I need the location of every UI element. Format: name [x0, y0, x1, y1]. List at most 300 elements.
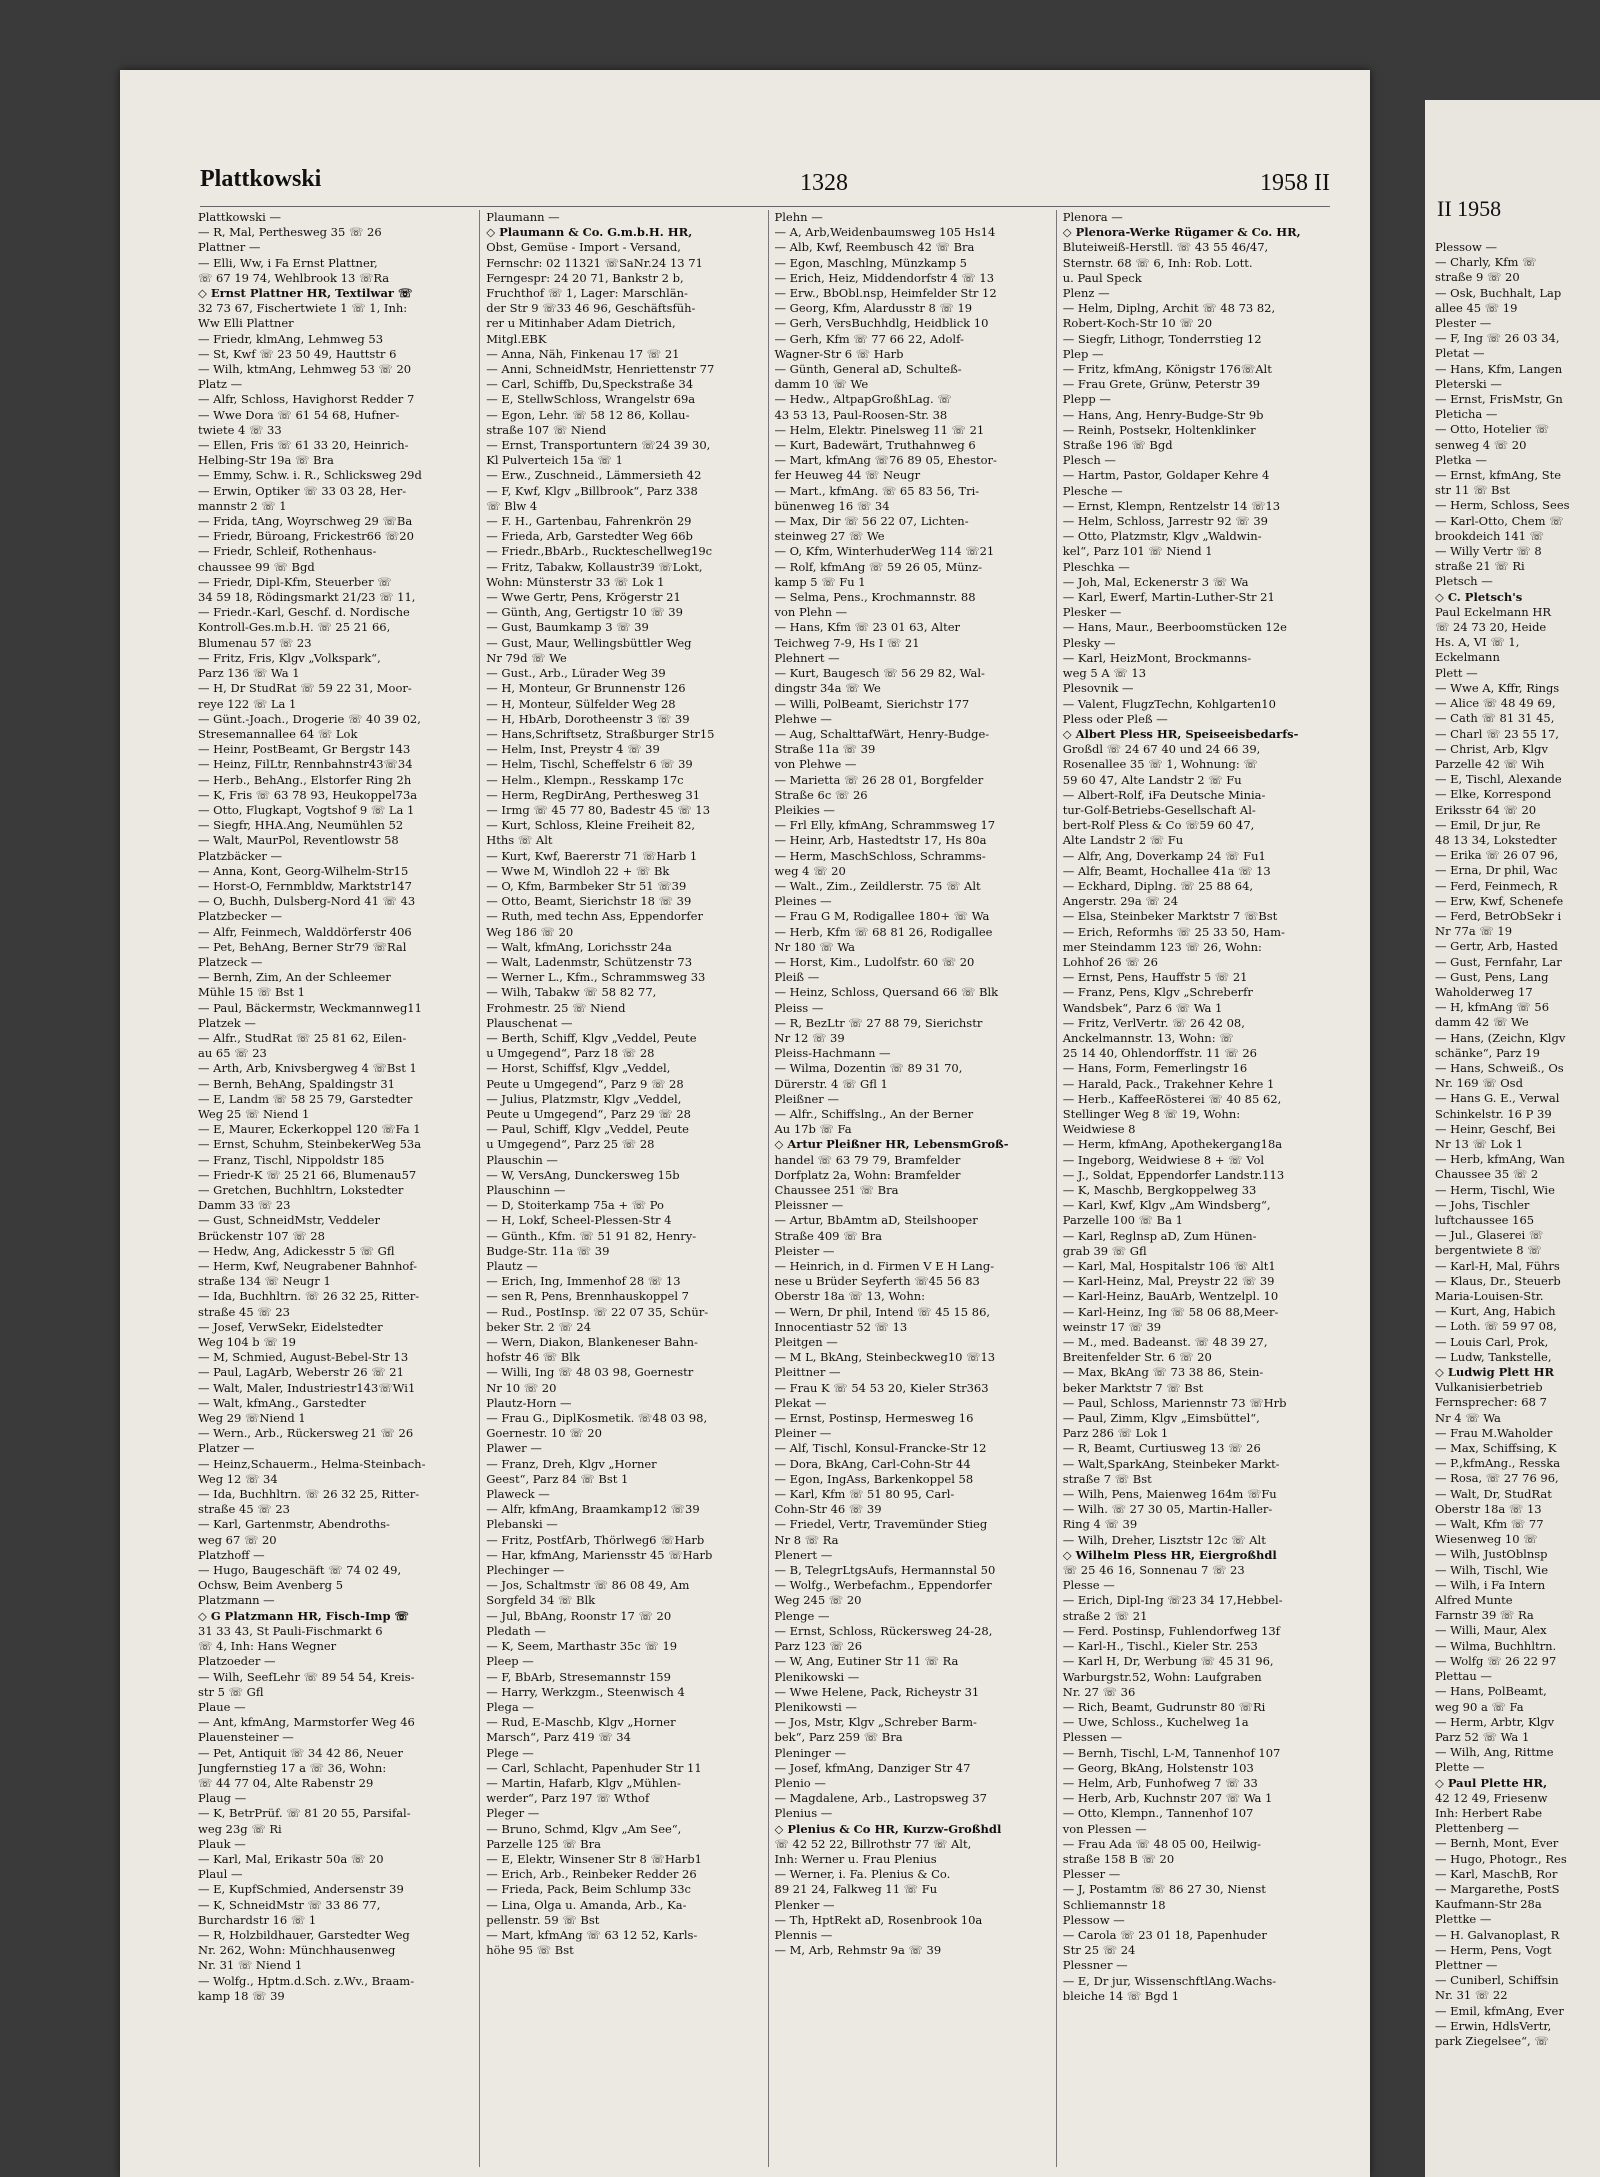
directory-entry-line: — Willi, Maur, Alex [1435, 1623, 1547, 1638]
directory-entry-line: — Mart, kfmAng ☏76 89 05, Ehestor- [774, 453, 997, 468]
directory-entry-line: Plesch — [1062, 453, 1116, 468]
directory-entry-line: — Helm, Inst, Preystr 4 ☏ 39 [486, 742, 660, 757]
directory-entry-line: Parzelle 125 ☏ Bra [486, 1836, 601, 1851]
directory-entry-line: Pleikies — [774, 802, 835, 817]
directory-entry-line: Plester — [1435, 316, 1492, 331]
right-page-header: II 1958 [1437, 196, 1502, 221]
directory-entry-line: — Ernst, kfmAng, Ste [1435, 468, 1562, 483]
directory-entry-line: straße 9 ☏ 20 [1435, 270, 1520, 285]
directory-entry-line: — Alfr, Feinmech, Walddörferstr 406 [198, 924, 412, 939]
directory-entry-line: Pletka — [1435, 452, 1487, 467]
directory-entry-line: — Berth, Schiff, Klgv „Veddel, Peute [486, 1030, 697, 1045]
directory-entry-line: — M, Arb, Rehmstr 9a ☏ 39 [774, 1943, 942, 1958]
directory-entry-line: Pless oder Pleß — [1062, 711, 1168, 726]
directory-entry-line: handel ☏ 63 79 79, Bramfelder [774, 1152, 961, 1167]
directory-entry-line: Pletsch — [1435, 574, 1493, 589]
directory-entry-line: Plesser — [1062, 1867, 1121, 1882]
directory-entry-line: — Hans, Form, Femerlingstr 16 [1062, 1061, 1248, 1076]
directory-entry-line: — R, BezLtr ☏ 27 88 79, Sierichstr [774, 1015, 983, 1030]
directory-entry-line: — K, BetrPrüf. ☏ 81 20 55, Parsifal- [198, 1806, 411, 1821]
directory-entry-line: — E, Elektr, Winsener Str 8 ☏Harb1 [486, 1851, 702, 1866]
directory-entry-line: Pleticha — [1435, 407, 1498, 422]
directory-entry-line: Pleterski — [1435, 376, 1502, 391]
directory-entry-line: Nr. 262, Wohn: Münchhausenweg [198, 1943, 396, 1958]
directory-entry-line: — Fritz, PostfArb, Thörlweg6 ☏Harb [486, 1532, 705, 1547]
directory-entry-line: — Alice ☏ 48 49 69, [1435, 696, 1556, 711]
directory-entry-line: — Eckhard, Diplng. ☏ 25 88 64, [1062, 878, 1254, 893]
directory-entry-line: Pleißner — [774, 1091, 839, 1106]
directory-entry-line: str 11 ☏ Bst [1435, 483, 1510, 498]
directory-entry-line: — Jos, Mstr, Klgv „Schreber Barm- [774, 1715, 977, 1730]
directory-entry-line: — Ferd. Postinsp, Fuhlendorfweg 13f [1062, 1623, 1280, 1638]
directory-entry-line: — Erwin, Optiker ☏ 33 03 28, Her- [198, 483, 407, 498]
directory-entry-line: Plaweck — [486, 1487, 550, 1502]
directory-entry-line: bert-Rolf Pless & Co ☏59 60 47, [1062, 818, 1255, 833]
directory-entry-line: — O, Buchh, Dulsberg-Nord 41 ☏ 43 [198, 894, 416, 909]
directory-entry-line: Wandsbek“, Parz 6 ☏ Wa 1 [1062, 1000, 1223, 1015]
directory-entry-line: — Horst-O, Fernmbldw, Marktstr147 [198, 878, 412, 893]
directory-entry-line: — St, Kwf ☏ 23 50 49, Hauttstr 6 [198, 346, 397, 361]
directory-entry-line: — Bernh, Mont, Ever [1435, 1836, 1559, 1851]
directory-entry-line: Mitgl.EBK [486, 331, 547, 346]
directory-entry-line: — Karl-H, Mal, Führs [1435, 1258, 1560, 1273]
directory-entry-line: Lohhof 26 ☏ 26 [1062, 954, 1158, 969]
directory-entry-line: — Gust., Arb., Lürader Weg 39 [486, 666, 666, 681]
directory-entry-line: dingstr 34a ☏ We [774, 681, 881, 696]
directory-entry-line: Plettenberg — [1435, 1821, 1519, 1836]
directory-entry-line: — Fritz, VerlVertr. ☏ 26 42 08, [1062, 1015, 1245, 1030]
directory-entry-line: Plessow — [1062, 1912, 1125, 1927]
directory-entry-line: — Hedw, Ang, Adickesstr 5 ☏ Gfl [198, 1243, 395, 1258]
directory-entry-line: — F. H., Gartenbau, Fahrenkrön 29 [486, 514, 692, 529]
directory-entry-line: — Harald, Pack., Trakehner Kehre 1 [1062, 1076, 1275, 1091]
directory-entry-line: — Bernh, Tischl, L-M, Tannenhof 107 [1062, 1745, 1281, 1760]
directory-entry-line: Cohn-Str 46 ☏ 39 [774, 1502, 882, 1517]
directory-entry-line: — Joh, Mal, Eckenerstr 3 ☏ Wa [1062, 574, 1249, 589]
directory-entry-line: — Friedr, Dipl-Kfm, Steuerber ☏ [198, 574, 392, 589]
directory-entry-line: — Herm, kfmAng, Apothekergang18a [1062, 1137, 1283, 1152]
directory-entry-line: — D, Stoiterkamp 75a + ☏ Po [486, 1198, 664, 1213]
directory-entry-line: ◇ Albert Pless HR, Speiseeisbedarfs- [1062, 726, 1299, 741]
directory-entry-line: — Walt, kfmAng., Garstedter [198, 1395, 366, 1410]
directory-entry-line: ☏ 24 73 20, Heide [1435, 620, 1547, 635]
directory-entry-line: — Karl, HeizMont, Brockmanns- [1062, 650, 1252, 665]
directory-entry-line: Inh: Herbert Rabe [1435, 1805, 1543, 1820]
directory-entry-line: — Friedr, klmAng, Lehmweg 53 [198, 331, 384, 346]
directory-entry-line: Pleninger — [774, 1745, 847, 1760]
directory-entry-line: Fernschr: 02 11321 ☏SaNr.24 13 71 [486, 255, 703, 270]
directory-entry-line: — Carl, Schlacht, Papenhuder Str 11 [486, 1760, 702, 1775]
directory-entry-line: — Th, HptRekt aD, Rosenbrook 10a [774, 1912, 983, 1927]
directory-entry-line: — H, Monteur, Sülfelder Weg 28 [486, 696, 676, 711]
directory-entry-line: — Rich, Beamt, Gudrunstr 80 ☏Ri [1062, 1699, 1266, 1714]
directory-entry-line: — Willy Vertr ☏ 8 [1435, 544, 1542, 559]
directory-entry-line: — Alfr., StudRat ☏ 25 81 62, Eilen- [198, 1030, 407, 1045]
directory-entry-line: — Harry, Werkzgm., Steenwisch 4 [486, 1684, 685, 1699]
directory-entry-line: twiete 4 ☏ 33 [198, 422, 282, 437]
directory-entry-line: Schliemannstr 18 [1062, 1897, 1166, 1912]
directory-entry-line: — Ida, Buchhltrn. ☏ 26 32 25, Ritter- [198, 1487, 420, 1502]
directory-entry-line: — Wwe Dora ☏ 61 54 68, Hufner- [198, 407, 400, 422]
directory-entry-line: Pledath — [486, 1623, 546, 1638]
directory-entry-line: Platzek — [198, 1015, 256, 1030]
directory-entry-line: — Hedw., AltpapGroßhLag. ☏ [774, 392, 952, 407]
page-header [200, 166, 1330, 206]
directory-entry-line: Plehnert — [774, 650, 840, 665]
directory-entry-line: — Gust, Fernfahr, Lar [1435, 954, 1562, 969]
directory-entry-line: 25 14 40, Ohlendorffstr. 11 ☏ 26 [1062, 1046, 1257, 1061]
directory-entry-line: — Ernst, Transportuntern ☏24 39 30, [486, 438, 711, 453]
directory-entry-line: Plauensteiner — [198, 1730, 294, 1745]
directory-entry-line: — Alfr, kfmAng, Braamkamp12 ☏39 [486, 1502, 700, 1517]
directory-entry-line: Fruchthof ☏ 1, Lager: Marschlän- [486, 286, 688, 301]
directory-entry-line: Pletat — [1435, 346, 1485, 361]
directory-entry-line: ◇ C. Pletsch's [1435, 589, 1523, 604]
directory-entry-line: Plesky — [1062, 635, 1116, 650]
directory-entry-line: — Jul., Glaserei ☏ [1435, 1228, 1544, 1243]
directory-entry-line: — Reinh, Postsekr, Holtenklinker [1062, 422, 1256, 437]
header-rule [200, 206, 1330, 207]
directory-entry-line: ☏ Blw 4 [486, 498, 538, 513]
directory-entry-line: Plenker — [774, 1897, 835, 1912]
directory-entry-line: — Ferd, BetrObSekr i [1435, 908, 1562, 923]
directory-entry-line: Chaussee 35 ☏ 2 [1435, 1167, 1539, 1182]
directory-entry-line: — Fritz, kfmAng, Königstr 176☏Alt [1062, 362, 1272, 377]
directory-entry-line: — Klaus, Dr., Steuerb [1435, 1273, 1561, 1288]
directory-entry-line: — E, Landm ☏ 58 25 79, Garstedter [198, 1091, 413, 1106]
directory-entry-line: 59 60 47, Alte Landstr 2 ☏ Fu [1062, 772, 1242, 787]
directory-entry-line: — Otto, Klempn., Tannenhof 107 [1062, 1806, 1254, 1821]
directory-entry-line: 48 13 34, Lokstedter [1435, 832, 1557, 847]
directory-entry-line: — J, Postamtm ☏ 86 27 30, Nienst [1062, 1882, 1266, 1897]
directory-entry-line: — Erw., BbObl.nsp, Heimfelder Str 12 [774, 286, 997, 301]
column-4 [1056, 210, 1330, 2167]
directory-entry-line: — Egon, Lehr. ☏ 58 12 86, Kollau- [486, 407, 690, 422]
directory-entry-line: 31 33 43, St Pauli-Fischmarkt 6 [198, 1623, 383, 1638]
directory-entry-line: — Ellen, Fris ☏ 61 33 20, Heinrich- [198, 438, 409, 453]
directory-entry-line: Plenikowski — [774, 1669, 860, 1684]
directory-entry-line: — Frau Ada ☏ 48 05 00, Heilwig- [1062, 1836, 1261, 1851]
directory-entry-line: Hths ☏ Alt [486, 833, 553, 848]
directory-entry-line: — O, Kfm, WinterhuderWeg 114 ☏21 [774, 544, 995, 559]
directory-entry-line: — Helm., Klempn., Resskamp 17c [486, 772, 684, 787]
directory-entry-line: — Friedr, Büroang, Frickestr66 ☏20 [198, 529, 414, 544]
directory-entry-line: 89 21 24, Falkweg 11 ☏ Fu [774, 1882, 938, 1897]
directory-entry-line: — Franz, Pens, Klgv „Schreberfr [1062, 985, 1253, 1000]
directory-entry-line: — Gerh, Kfm ☏ 77 66 22, Adolf- [774, 331, 964, 346]
directory-entry-line: — Georg, BkAng, Holstenstr 103 [1062, 1760, 1254, 1775]
directory-entry-line: Plehn — [774, 210, 823, 224]
directory-entry-line: weg 67 ☏ 20 [198, 1532, 277, 1547]
directory-entry-line: Plaue — [198, 1699, 246, 1714]
directory-entry-line: — A, Arb,Weidenbaumsweg 105 Hs14 [774, 225, 996, 240]
directory-entry-line: — Herb., KaffeeRösterei ☏ 40 85 62, [1062, 1091, 1282, 1106]
directory-entry-line: Alte Landstr 2 ☏ Fu [1062, 833, 1184, 848]
directory-entry-line: Parz 286 ☏ Lok 1 [1062, 1426, 1169, 1441]
directory-entry-line: Plauschenat — [486, 1015, 573, 1030]
directory-entry-line: Plaumann — [486, 210, 560, 224]
directory-entry-line: fer Heuweg 44 ☏ Neugr [774, 468, 921, 483]
directory-entry-line: Pleep — [486, 1654, 534, 1669]
directory-entry-line: Straße 409 ☏ Bra [774, 1228, 882, 1243]
directory-entry-line: au 65 ☏ 23 [198, 1046, 267, 1061]
directory-entry-line: — Erich, Ing, Immenhof 28 ☏ 13 [486, 1274, 681, 1289]
directory-entry-line: Alfred Munte [1435, 1593, 1513, 1608]
directory-entry-line: — Julius, Platzmstr, Klgv „Veddel, [486, 1091, 682, 1106]
directory-entry-line: Blumenau 57 ☏ 23 [198, 635, 312, 650]
directory-entry-line: — Erw., Zuschneid., Lämmersieth 42 [486, 468, 702, 483]
directory-entry-line: — Gust, Baumkamp 3 ☏ 39 [486, 620, 649, 635]
directory-entry-line: — Herb, Kfm ☏ 68 81 26, Rodigallee [774, 924, 993, 939]
directory-entry-line: Au 17b ☏ Fa [774, 1122, 852, 1137]
directory-entry-line: Oberstr 18a ☏ 13, Wohn: [774, 1289, 926, 1304]
directory-entry-line: Nr. 169 ☏ Osd [1435, 1076, 1523, 1091]
directory-entry-line: Weg 25 ☏ Niend 1 [198, 1106, 310, 1121]
directory-entry-line: — Karl-H., Tischl., Kieler Str. 253 [1062, 1639, 1258, 1654]
directory-entry-line: — Selma, Pens., Krochmannstr. 88 [774, 590, 976, 605]
directory-entry-line: — Friedr.-Karl, Geschf. d. Nordische [198, 605, 410, 620]
directory-entry-line: — Walt,SparkAng, Steinbeker Markt- [1062, 1456, 1280, 1471]
directory-entry-line: u Umgegend“, Parz 25 ☏ 28 [486, 1137, 655, 1152]
directory-entry-line: Teichweg 7-9, Hs I ☏ 21 [774, 635, 920, 650]
directory-entry-line: Paul Eckelmann HR [1435, 604, 1552, 619]
directory-entry-line: Warburgstr.52, Wohn: Laufgraben [1062, 1669, 1262, 1684]
directory-entry-line: 42 12 49, Friesenw [1435, 1790, 1548, 1805]
directory-entry-line: — K, Maschb, Bergkoppelweg 33 [1062, 1183, 1257, 1197]
directory-entry-line: straße 21 ☏ Ri [1435, 559, 1525, 574]
directory-entry-line: — Wilh, JustOblnsp [1435, 1547, 1548, 1562]
directory-entry-line: Farnstr 39 ☏ Ra [1435, 1608, 1534, 1623]
directory-entry-line: — Wilma, Buchhltrn. [1435, 1638, 1557, 1653]
directory-entry-line: Bluteiweiß-Herstll. ☏ 43 55 46/47, [1062, 240, 1269, 255]
directory-entry-line: Wohn: Münsterstr 33 ☏ Lok 1 [486, 574, 665, 589]
directory-entry-line: Nr. 27 ☏ 36 [1062, 1684, 1136, 1699]
directory-entry-line: Plettke — [1435, 1912, 1492, 1927]
directory-entry-line: brookdeich 141 ☏ [1435, 528, 1545, 543]
directory-entry-line: von Plessen — [1062, 1821, 1147, 1836]
directory-entry-line: weg 4 ☏ 20 [774, 863, 846, 878]
directory-entry-line: Plepp — [1062, 392, 1111, 407]
directory-entry-line: — Wwe M, Windloh 22 + ☏ Bk [486, 863, 670, 878]
directory-entry-line: — Ludw, Tankstelle, [1435, 1349, 1552, 1364]
directory-entry-line: — Alfr., Schiffslng., An der Berner [774, 1106, 974, 1121]
directory-entry-line: — Kurt, Schloss, Kleine Freiheit 82, [486, 818, 696, 833]
directory-entry-line: — Frau M.Waholder [1435, 1425, 1553, 1440]
directory-entry-line: Plette — [1435, 1760, 1485, 1775]
directory-entry-line: Plaul — [198, 1867, 243, 1882]
directory-entry-line: — Bernh, BehAng, Spaldingstr 31 [198, 1076, 395, 1091]
directory-entry-line: — M L, BkAng, Steinbeckweg10 ☏13 [774, 1350, 996, 1365]
directory-entry-line: — Mart., kfmAng. ☏ 65 83 56, Tri- [774, 483, 980, 498]
directory-entry-line: — Ernst, Schloss, Rückersweg 24-28, [774, 1623, 993, 1638]
directory-entry-line: — Kurt, Kwf, Baererstr 71 ☏Harb 1 [486, 848, 698, 863]
directory-entry-line: — Horst, Kim., Ludolfstr. 60 ☏ 20 [774, 954, 975, 969]
directory-entry-line: — Egon, Maschlng, Münzkamp 5 [774, 255, 967, 270]
directory-entry-line: ◇ Ernst Plattner HR, Textilwar ☏ [198, 286, 413, 301]
directory-entry-line: Kaufmann-Str 28a [1435, 1897, 1542, 1912]
directory-entry-line: — Horst, Schiffsf, Klgv „Veddel, [486, 1061, 671, 1076]
directory-entry-line: — Ruth, med techn Ass, Eppendorfer [486, 909, 703, 924]
directory-entry-line: — Ernst, FrisMstr, Gn [1435, 392, 1563, 407]
directory-entry-line: Plawer — [486, 1441, 542, 1456]
directory-entry-line: — Herm, MaschSchloss, Schramms- [774, 848, 986, 863]
directory-entry-line: Geest“, Parz 84 ☏ Bst 1 [486, 1471, 629, 1486]
directory-entry-line: Frohmestr. 25 ☏ Niend [486, 1000, 626, 1015]
directory-entry-line: Eriksstr 64 ☏ 20 [1435, 802, 1537, 817]
directory-entry-line: Nr 13 ☏ Lok 1 [1435, 1136, 1524, 1151]
directory-entry-line: rer u Mitinhaber Adam Dietrich, [486, 316, 676, 331]
directory-entry-line: ◇ Plaumann & Co. G.m.b.H. HR, [486, 225, 693, 240]
directory-entry-line: Plechinger — [486, 1563, 565, 1578]
directory-entry-line: nese u Brüder Seyferth ☏45 56 83 [774, 1274, 980, 1289]
directory-entry-line: — Herb, kfmAng, Wan [1435, 1152, 1565, 1167]
directory-entry-line: straße 134 ☏ Neugr 1 [198, 1274, 331, 1289]
directory-entry-line: Angerstr. 29a ☏ 24 [1062, 894, 1179, 909]
directory-entry-line: Weg 104 b ☏ 19 [198, 1335, 296, 1350]
directory-entry-line: Wiesenweg 10 ☏ [1435, 1532, 1538, 1547]
directory-entry-line: beker Str. 2 ☏ 24 [486, 1319, 592, 1334]
directory-entry-line: — F, Ing ☏ 26 03 34, [1435, 331, 1560, 346]
directory-entry-line: — Werner L., Kfm., Schrammsweg 33 [486, 970, 706, 985]
directory-entry-line: — Aug, SchalttafWärt, Henry-Budge- [774, 726, 990, 741]
directory-entry-line: — Karl-Heinz, BauArb, Wentzelpl. 10 [1062, 1289, 1279, 1304]
directory-entry-line: — Frau K ☏ 54 53 20, Kieler Str363 [774, 1380, 989, 1395]
directory-entry-line: Plesse — [1062, 1578, 1115, 1593]
directory-entry-line: — Ernst, Schuhm, SteinbekerWeg 53a [198, 1137, 422, 1152]
directory-entry-line: — Irmg ☏ 45 77 80, Badestr 45 ☏ 13 [486, 802, 711, 817]
directory-entry-line: Stellinger Weg 8 ☏ 19, Wohn: [1062, 1106, 1241, 1121]
directory-entry-line: Parz 136 ☏ Wa 1 [198, 666, 300, 681]
directory-entry-line: — Ernst, Pens, Hauffstr 5 ☏ 21 [1062, 970, 1248, 985]
directory-entry-line: — Erich, Dipl-Ing ☏23 34 17,Hebbel- [1062, 1593, 1283, 1608]
directory-entry-line: bleiche 14 ☏ Bgd 1 [1062, 1988, 1180, 2003]
directory-entry-line: — Uwe, Schloss., Kuchelweg 1a [1062, 1715, 1249, 1730]
directory-entry-line: Sternstr. 68 ☏ 6, Inh: Rob. Lott. [1062, 255, 1253, 270]
directory-entry-line: — Wern, Dr phil, Intend ☏ 45 15 86, [774, 1304, 991, 1319]
directory-entry-line: — Paul, Schiff, Klgv „Veddel, Peute [486, 1122, 689, 1137]
directory-entry-line: — Karl, Reglnsp aD, Zum Hünen- [1062, 1228, 1257, 1243]
directory-entry-line: bünenweg 16 ☏ 34 [774, 498, 890, 513]
directory-entry-line: Robert-Koch-Str 10 ☏ 20 [1062, 316, 1213, 331]
directory-entry-line: Innocentiastr 52 ☏ 13 [774, 1319, 908, 1334]
directory-entry-line: — Franz, Tischl, Nippoldstr 185 [198, 1152, 385, 1167]
directory-entry-line: — Hugo, Baugeschäft ☏ 74 02 49, [198, 1563, 402, 1578]
directory-entry-line: Plettau — [1435, 1669, 1492, 1684]
directory-entry-line: — Alf, Tischl, Konsul-Francke-Str 12 [774, 1441, 987, 1456]
directory-entry-line: — Cuniberl, Schiffsin [1435, 1973, 1559, 1988]
directory-entry-line: Großdl ☏ 24 67 40 und 24 66 39, [1062, 742, 1261, 757]
directory-entry-line: ☏ 25 46 16, Sonnenau 7 ☏ 23 [1062, 1563, 1245, 1578]
directory-entry-line: — P.,kfmAng., Resska [1435, 1456, 1561, 1471]
directory-entry-line: — Emil, kfmAng, Ever [1435, 2003, 1564, 2018]
directory-entry-line: — Frau G M, Rodigallee 180+ ☏ Wa [774, 909, 990, 924]
directory-entry-line: — Hans, Kfm ☏ 23 01 63, Alter [774, 620, 961, 635]
directory-entry-line: straße 7 ☏ Bst [1062, 1471, 1152, 1486]
directory-entry-line: Plautz-Horn — [486, 1395, 572, 1410]
directory-entry-line: Waholderweg 17 [1435, 984, 1533, 999]
directory-entry-line: beker Marktstr 7 ☏ Bst [1062, 1380, 1204, 1395]
directory-entry-line: — Herm, Pens, Vogt [1435, 1942, 1552, 1957]
directory-entry-line: Platzhoff — [198, 1547, 265, 1562]
directory-entry-line: Plege — [486, 1745, 534, 1760]
directory-entry-line: Budge-Str. 11a ☏ 39 [486, 1243, 610, 1258]
directory-entry-line: 34 59 18, Rödingsmarkt 21/23 ☏ 11, [198, 590, 416, 605]
directory-entry-line: — Willi, Ing ☏ 48 03 98, Goernestr [486, 1365, 694, 1380]
directory-entry-line: — K, SchneidMstr ☏ 33 86 77, [198, 1897, 381, 1912]
directory-entry-line: straße 107 ☏ Niend [486, 422, 607, 437]
directory-entry-line: — E, StellwSchloss, Wrangelstr 69a [486, 392, 696, 407]
directory-entry-line: bek“, Parz 259 ☏ Bra [774, 1730, 903, 1745]
directory-entry-line: — K, Fris ☏ 63 78 93, Heukoppel73a [198, 787, 418, 802]
directory-entry-line: — Martin, Hafarb, Klgv „Mühlen- [486, 1775, 681, 1790]
directory-entry-line: — Wilh, ktmAng, Lehmweg 53 ☏ 20 [198, 362, 412, 377]
directory-entry-line: straße 45 ☏ 23 [198, 1502, 290, 1517]
directory-entry-line: — M., med. Badeanst. ☏ 48 39 27, [1062, 1335, 1268, 1350]
directory-entry-line: Plessner — [1062, 1958, 1128, 1973]
directory-entry-line: — Walt, Kfm ☏ 77 [1435, 1517, 1544, 1532]
directory-entry-line: — Karl-Otto, Chem ☏ [1435, 513, 1564, 528]
directory-entry-line: — E, KupfSchmied, Andersenstr 39 [198, 1882, 404, 1897]
directory-entry-line: ◇ Wilhelm Pless HR, Eiergroßhdl [1062, 1547, 1277, 1562]
directory-entry-line: — Siegfr, HHA.Ang, Neumühlen 52 [198, 818, 404, 833]
directory-page-right [1425, 100, 1600, 2177]
directory-entry-line: Maria-Louisen-Str. [1435, 1289, 1544, 1304]
directory-entry-line: — J., Soldat, Eppendorfer Landstr.113 [1062, 1167, 1285, 1182]
directory-entry-line: 43 53 13, Paul-Roosen-Str. 38 [774, 407, 948, 422]
directory-entry-line: — Erw, Kwf, Schenefe [1435, 893, 1564, 908]
directory-entry-line: — Helm, Elektr. Pinelsweg 11 ☏ 21 [774, 422, 985, 437]
directory-entry-line: — Karl-Heinz, Mal, Preystr 22 ☏ 39 [1062, 1274, 1275, 1289]
column-3 [768, 210, 1042, 2167]
directory-entry-line: Plenikowsti — [774, 1699, 857, 1714]
directory-entry-line: — Franz, Dreh, Klgv „Horner [486, 1456, 657, 1471]
directory-entry-line: Stresemannallee 64 ☏ Lok [198, 726, 358, 741]
directory-entry-line: — Otto, Platzmstr, Klgv „Waldwin- [1062, 529, 1262, 544]
directory-entry-line: Peute u Umgegend“, Parz 29 ☏ 28 [486, 1106, 691, 1121]
directory-entry-line: — Karl, Kfm ☏ 51 80 95, Carl- [774, 1487, 955, 1502]
directory-entry-line: — H, Monteur, Gr Brunnenstr 126 [486, 681, 686, 696]
directory-entry-line: — Hans, Schweiß., Os [1435, 1060, 1564, 1075]
directory-entry-line: mannstr 2 ☏ 1 [198, 498, 287, 513]
directory-entry-line: — Fritz, Fris, Klgv „Volkspark“, [198, 650, 381, 665]
directory-entry-line: Platz — [198, 377, 243, 392]
directory-entry-line: Chaussee 251 ☏ Bra [774, 1183, 899, 1197]
page-number: 1328 [800, 170, 848, 196]
entry-columns [198, 210, 1330, 2167]
directory-entry-line: — Erich, Heiz, Middendorfstr 4 ☏ 13 [774, 270, 995, 285]
directory-entry-line: — R, Mal, Perthesweg 35 ☏ 26 [198, 225, 382, 240]
directory-entry-line: — Werner, i. Fa. Plenius & Co. [774, 1867, 951, 1882]
column-2 [479, 210, 753, 2167]
directory-entry-line: — Wwe Gertr, Pens, Krögerstr 21 [486, 590, 681, 605]
directory-entry-line: — Helm, Tischl, Scheffelstr 6 ☏ 39 [486, 757, 693, 772]
directory-entry-line: Pleittner — [774, 1365, 841, 1380]
directory-entry-line: — H, Dr StudRat ☏ 59 22 31, Moor- [198, 681, 412, 696]
directory-entry-line: straße 45 ☏ 23 [198, 1304, 290, 1319]
directory-entry-line: — Heinz, Schloss, Quersand 66 ☏ Blk [774, 985, 999, 1000]
directory-entry-line: Plesche — [1062, 483, 1123, 498]
directory-entry-line: — Kurt, Baugesch ☏ 56 29 82, Wal- [774, 666, 985, 681]
directory-entry-line: senweg 4 ☏ 20 [1435, 437, 1527, 452]
directory-entry-line: — Charl ☏ 23 55 17, [1435, 726, 1559, 741]
directory-entry-line: — Alb, Kwf, Reembusch 42 ☏ Bra [774, 240, 975, 255]
directory-entry-line: — Paul, Schloss, Mariennstr 73 ☏Hrb [1062, 1395, 1287, 1410]
directory-entry-line: ◇ Artur Pleißner HR, LebensmGroß- [774, 1137, 1009, 1152]
directory-entry-line: Straße 6c ☏ 26 [774, 787, 868, 802]
directory-entry-line: — Rosa, ☏ 27 76 96, [1435, 1471, 1559, 1486]
directory-entry-line: Str 25 ☏ 24 [1062, 1943, 1136, 1958]
column-1 [198, 210, 465, 2167]
